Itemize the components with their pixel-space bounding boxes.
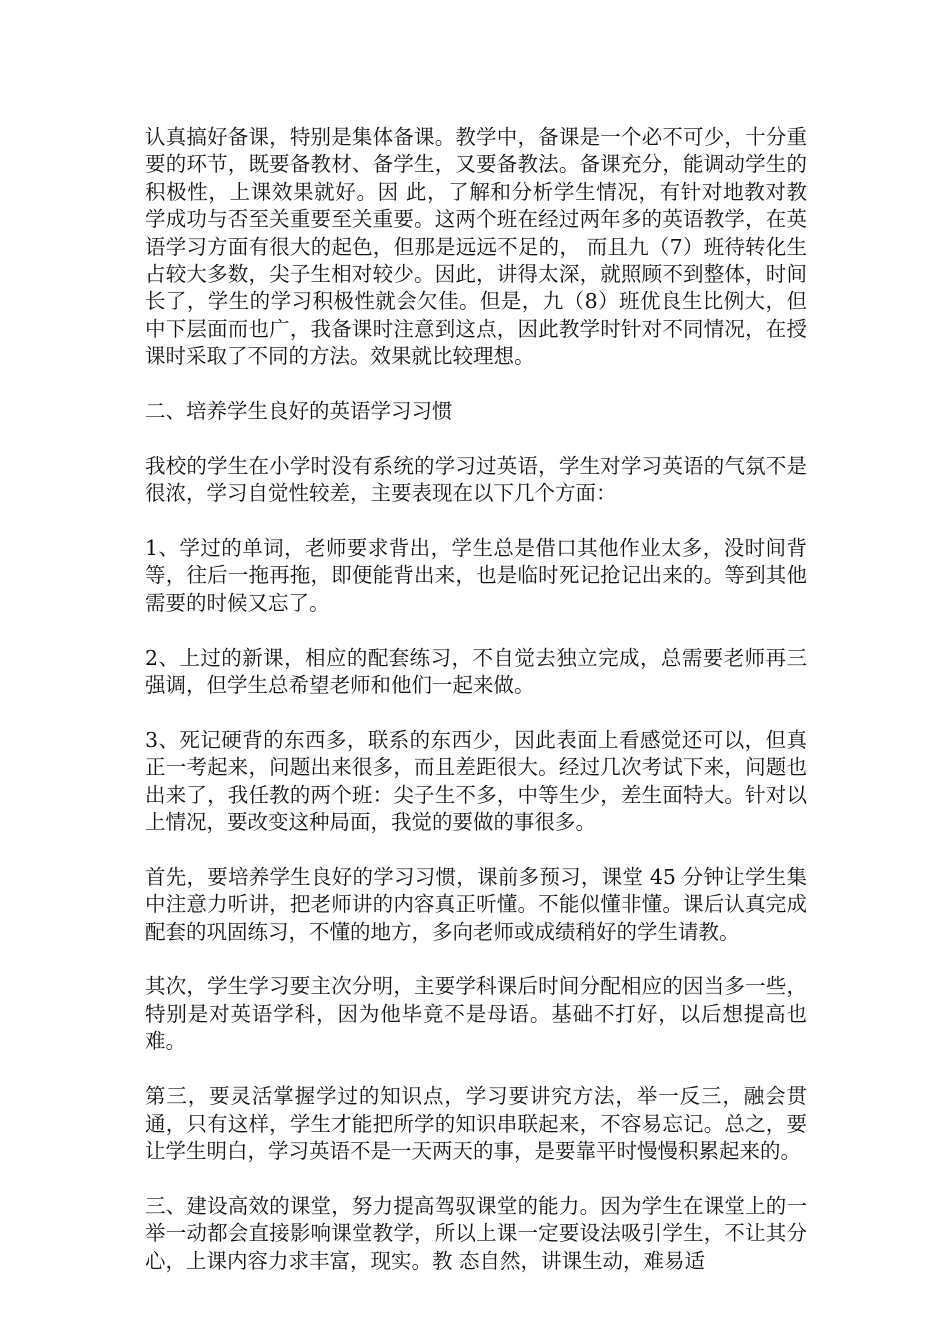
paragraph-third-measure: 第三，要灵活掌握学过的知识点，学习要讲究方法，举一反三，融会贯通，只有这样，学生才能把所学的知识串联起来，不容易忘记。总之，要让学生明白，学习英语不是一天两天的事，是要靠平时慢慢积累起来的。 [145,1084,807,1163]
document-body [145,124,807,1302]
list-item-exercises: 2、上过的新课，相应的配套练习，不自觉去独立完成，总需要老师再三强调，但学生总希望老师和他们一起来做。 [145,645,807,698]
paragraph-student-background: 我校的学生在小学时没有系统的学习过英语，学生对学习英语的气氛不是很浓，学习自觉性较差，主要表现在以下几个方面： [145,453,807,506]
paragraph-first-measure: 首先，要培养学生良好的学习习惯，课前多预习，课堂 45 分钟让学生集中注意力听讲，把老师讲的内容真正听懂。不能似懂非懂。课后认真完成配套的巩固练习，不懂的地方，多向老师或成绩稍好的学生请教。 [145,864,807,944]
section-heading-efficient-classroom: 三、建设高效的课堂，努力提高驾驭课堂的能力。因为学生在课堂上的一举一动都会直接影响课堂教学，所以上课一定要设法吸引学生，不让其分心，上课内容力求丰富，现实。教 态自然，讲课生动，难易适 [145,1193,807,1273]
section-heading-study-habits: 二、培养学生良好的英语学习习惯 [145,399,453,424]
list-item-rote-learning: 3、死记硬背的东西多，联系的东西少，因此表面上看感觉还可以，但真正一考起来，问题出来很多，而且差距很大。经过几次考试下来，问题也出来了，我任教的两个班：尖子生不多，中等生少，差生面特大。针对以上情况，要改变这种局面，我觉的要做的事很多。 [145,727,807,835]
paragraph-second-measure: 其次，学生学习要主次分明，主要学科课后时间分配相应的因当多一些，特别是对英语学科，因为他毕竟不是母语。基础不打好，以后想提高也难。 [145,974,807,1054]
paragraph-lesson-preparation: 认真搞好备课，特别是集体备课。教学中，备课是一个必不可少，十分重要的环节，既要备教材、备学生，又要备教法。备课充分，能调动学生的积极性，上课效果就好。因 此，了解和分析学生情况，有针对地教对教学成功与否至关重要至关重要。这两个班在经过两年多的英语教学，在英语学习方面有很大的起色，但那是远远不足的， 而且九（7）班待转化生占较大多数，尖子生相对较少。因此，讲得太深，就照顾不到整体，时间长了，学生的学习积极性就会欠佳。但是，九（8）班优良生比例大，但中下层面而也广，我备课时注意到这点，因此教学时针对不同情况，在授课时采取了不同的方法。效果就比较理想。 [145,125,807,369]
list-item-vocabulary: 1、学过的单词，老师要求背出，学生总是借口其他作业太多，没时间背等，往后一拖再拖，即便能背出来，也是临时死记抢记出来的。等到其他需要的时候又忘了。 [145,536,807,615]
